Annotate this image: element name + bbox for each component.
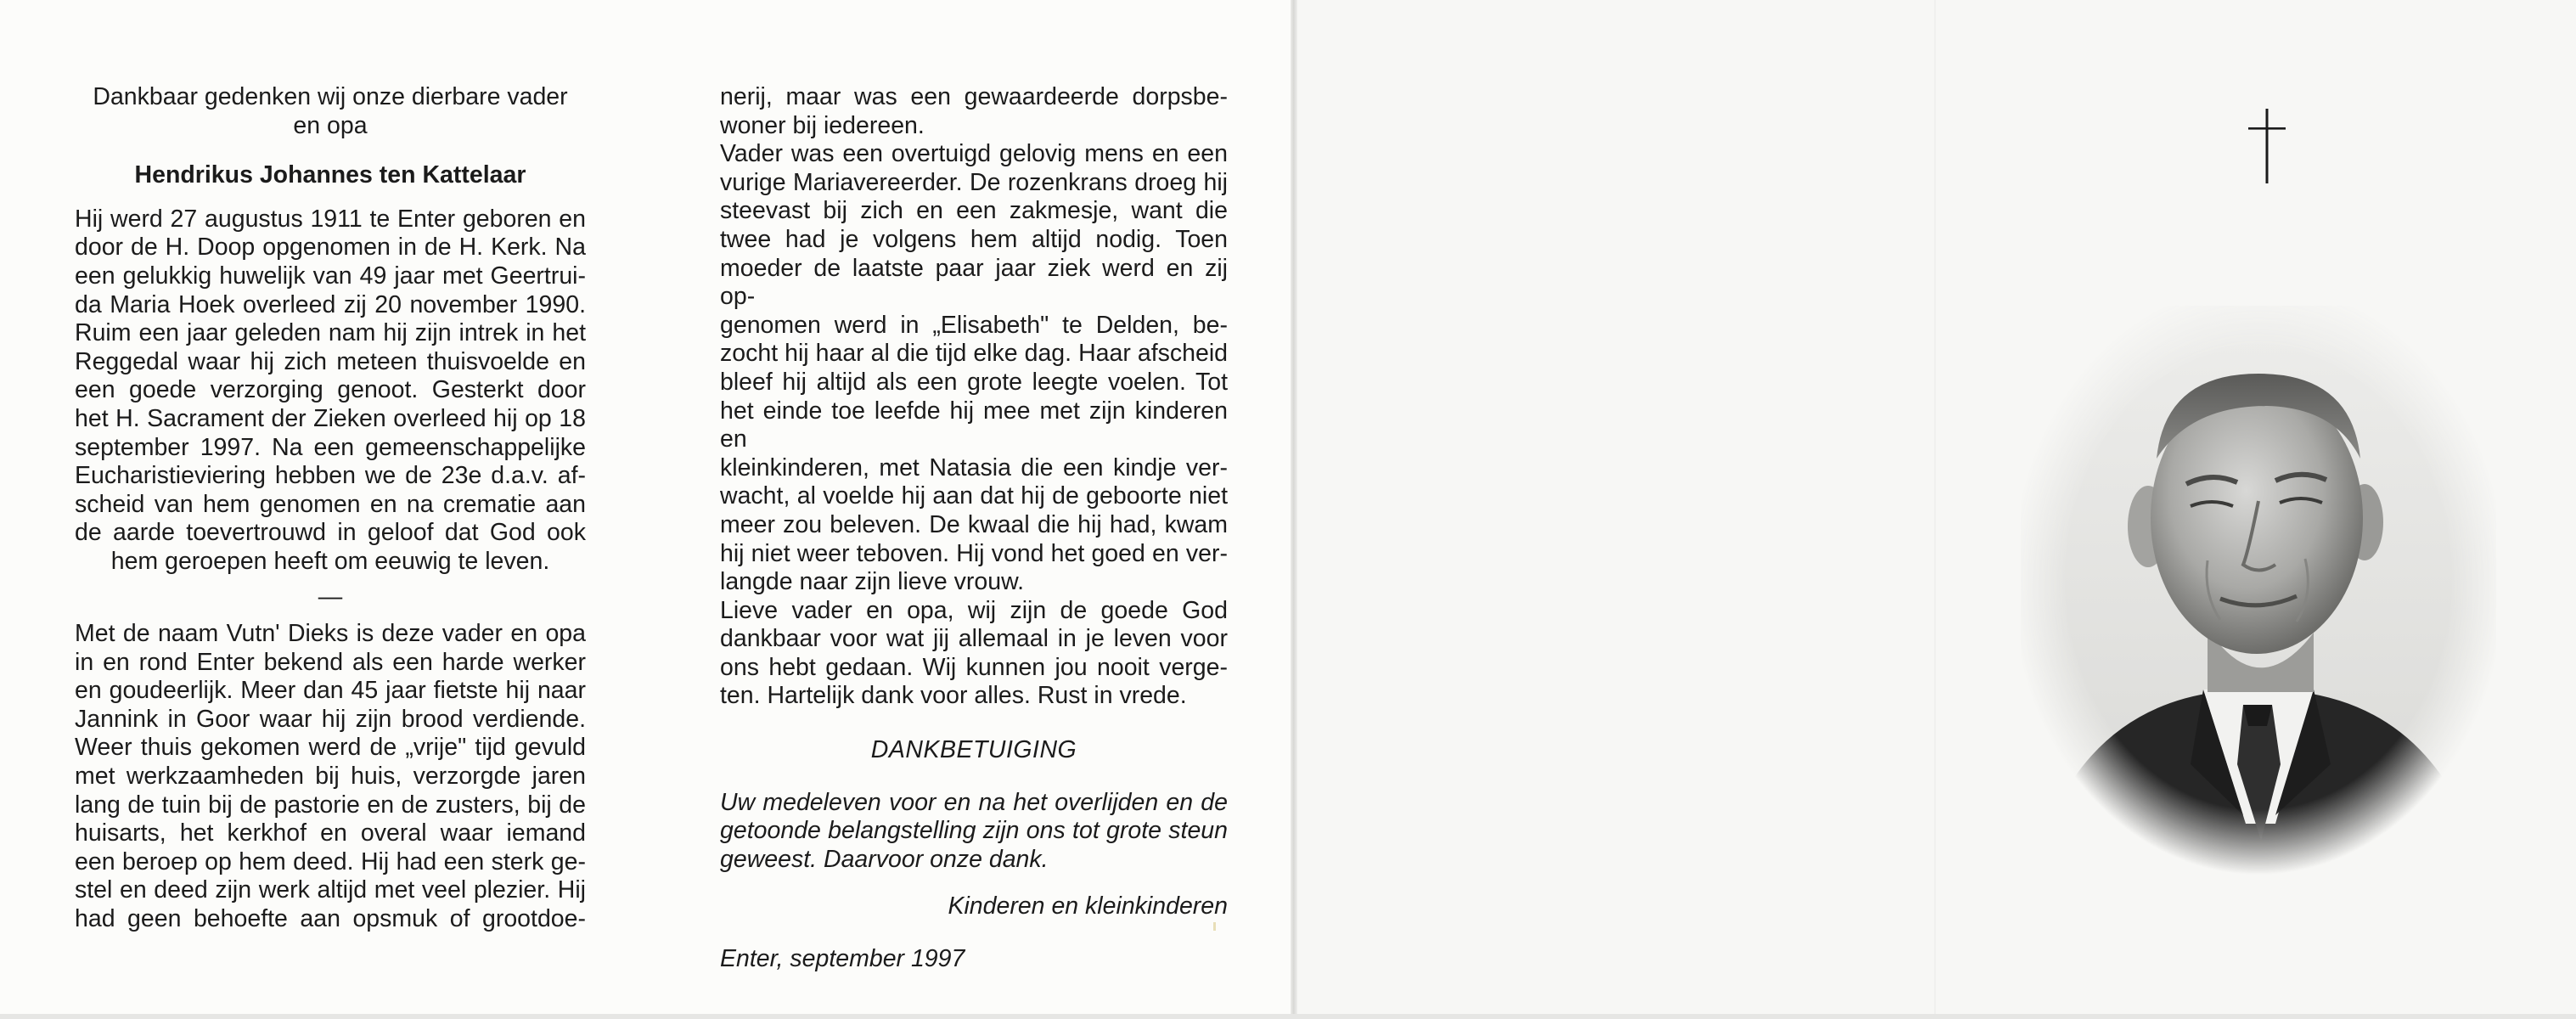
portrait-photo xyxy=(2021,306,2496,875)
text-line: door de H. Doop opgenomen in de H. Kerk. Na xyxy=(75,234,586,262)
text-line: stel en deed zijn werk altijd met veel plezier. Hij xyxy=(75,876,586,904)
text-line: lang de tuin bij de pastorie en de zusters, bij de xyxy=(75,791,586,819)
text-line: Lieve vader en opa, wij zijn de goede God xyxy=(720,596,1228,624)
card-bottom-edge xyxy=(0,1014,2576,1019)
text-line: vurige Mariavereerder. De rozenkrans droeg hij xyxy=(720,168,1228,196)
thanks-heading: DANKBETUIGING xyxy=(870,736,1077,764)
text-column-left xyxy=(75,83,586,934)
text-line: kleinkinderen, met Natasia die een kindje ver- xyxy=(720,453,1228,481)
text-line: huisarts, het kerkhof en overal waar iemand xyxy=(75,819,586,847)
text-line: langde naar zijn lieve vrouw. xyxy=(720,568,1025,596)
farewell-paragraph xyxy=(720,597,1228,711)
text-column-right xyxy=(720,83,1228,974)
text-line: Hij werd 27 augustus 1911 te Enter geboren en xyxy=(75,205,586,233)
thanks-paragraph xyxy=(720,789,1228,875)
intro xyxy=(75,83,586,140)
text-line: had geen behoefte aan opsmuk of grootdoe- xyxy=(75,905,586,933)
text-line: nerij, maar was een gewaardeerde dorpsbe- xyxy=(720,83,1228,110)
text-line: de aarde toevertrouwd in geloof dat God ook xyxy=(75,519,586,547)
continued-paragraph xyxy=(720,83,1228,140)
latin-cross-icon xyxy=(2241,109,2292,183)
life-paragraph xyxy=(75,620,586,934)
text-line: het einde toe leefde hij mee met zijn kinderen en xyxy=(720,397,1228,453)
text-line: Reggedal waar hij zich meteen thuisvoelde en xyxy=(75,347,586,375)
text-line: een gelukkig huwelijk van 49 jaar met Geertrui- xyxy=(75,262,586,290)
text-line: twee had je volgens hem altijd nodig. Toen xyxy=(720,225,1228,253)
deceased-name: Hendrikus Johannes ten Kattelaar xyxy=(134,161,526,189)
text-line: in en rond Enter bekend als een harde werker xyxy=(75,648,586,676)
text-line: hem geroepen heeft om eeuwig te leven. xyxy=(110,547,550,575)
text-line: scheid van hem genomen en na crematie aan xyxy=(75,490,586,518)
place-date: Enter, september 1997 xyxy=(720,945,965,973)
text-line: moeder de laatste paar jaar ziek werd en zij op- xyxy=(720,254,1228,311)
text-line: met werkzaamheden bij huis, verzorgde jaren xyxy=(75,763,586,791)
text-line: Uw medeleven voor en na het overlijden en de xyxy=(720,788,1228,816)
text-line: Ruim een jaar geleden nam hij zijn intrek in het xyxy=(75,319,586,347)
faith-paragraph xyxy=(720,140,1228,597)
text-line: Eucharistieviering hebben we de 23e d.a.v. af- xyxy=(75,462,586,490)
text-line: ten. Hartelijk dank voor alles. Rust in vrede. xyxy=(720,682,1187,710)
text-line: een beroep op hem deed. Hij had een sterk ge- xyxy=(75,847,586,875)
text-line: september 1997. Na een gemeenschappelijke xyxy=(75,433,586,461)
text-line: woner bij iedereen. xyxy=(720,111,925,139)
text-line: zocht hij haar al die tijd elke dag. Haar afscheid xyxy=(720,340,1228,368)
text-line: Weer thuis gekomen werd de „vrije" tijd gevuld xyxy=(75,734,586,762)
text-line: da Maria Hoek overleed zij 20 november 1990. xyxy=(75,290,586,318)
text-line: Met de naam Vutn' Dieks is deze vader en opa xyxy=(75,620,586,648)
text-line: ons hebt gedaan. Wij kunnen jou nooit verge- xyxy=(720,653,1228,681)
text-line: geweest. Daarvoor onze dank. xyxy=(720,845,1049,873)
text-line: bleef hij altijd als een grote leegte voelen. Tot xyxy=(720,368,1228,396)
biography-paragraph xyxy=(75,205,586,577)
text-line: en goudeerlijk. Meer dan 45 jaar fietste hij naar xyxy=(75,677,586,705)
card-fold xyxy=(1291,0,1297,1019)
text-line: meer zou beleven. De kwaal die hij had, kwam xyxy=(720,510,1228,538)
text-line: Vader was een overtuigd gelovig mens en een xyxy=(720,140,1228,168)
paper-speck xyxy=(1213,922,1216,931)
intro-line: en opa xyxy=(293,111,368,139)
text-line: genomen werd in „Elisabeth" te Delden, be- xyxy=(720,311,1228,339)
signature: Kinderen en kleinkinderen xyxy=(948,892,1228,920)
text-line: een goede verzorging genoot. Gesterkt door xyxy=(75,376,586,404)
text-line: wacht, al voelde hij aan dat hij de geboorte niet xyxy=(720,482,1228,510)
text-line: getoonde belangstelling zijn ons tot grote steun xyxy=(720,817,1228,845)
text-line: dankbaar voor wat jij allemaal in je leven voor xyxy=(720,625,1228,653)
text-line: steevast bij zich en een zakmesje, want die xyxy=(720,197,1228,225)
card-fold-secondary xyxy=(1934,0,1936,1019)
intro-line: Dankbaar gedenken wij onze dierbare vader xyxy=(93,83,568,110)
text-line: hij niet weer teboven. Hij vond het goed en ver- xyxy=(720,539,1228,567)
text-line: het H. Sacrament der Zieken overleed hij op 18 xyxy=(75,404,586,432)
text-line: Jannink in Goor waar hij zijn brood verdiende. xyxy=(75,705,586,733)
section-divider: — xyxy=(318,583,343,611)
